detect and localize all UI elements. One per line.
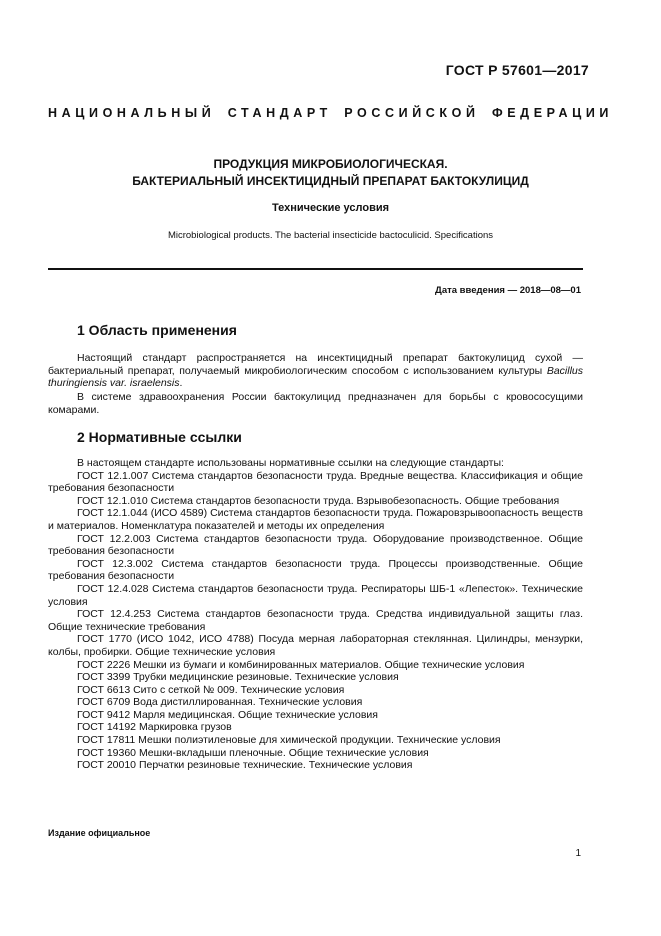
reference-item: ГОСТ 6709 Вода дистиллированная. Технические условия bbox=[77, 696, 363, 709]
reference-item: ГОСТ 12.1.007 Система стандартов безопасности труда. Вредные вещества. Классификация и общие требования безопасности bbox=[48, 469, 583, 495]
reference-item: ГОСТ 12.1.044 (ИСО 4589) Система стандартов безопасности труда. Пожаровзрывоопасность веществ и материалов. Номенклатура показателей и методы их определения bbox=[48, 507, 583, 532]
title-divider bbox=[48, 268, 583, 270]
section-2-heading: 2 Нормативные ссылки bbox=[77, 429, 242, 445]
english-title: Microbiological products. The bacterial insecticide bactoculicid. Specifications bbox=[167, 230, 494, 241]
subtitle: Технические условия bbox=[271, 202, 390, 214]
reference-item: ГОСТ 12.1.010 Система стандартов безопасности труда. Взрывобезопасность. Общие требования bbox=[77, 494, 560, 507]
national-standard-banner: НАЦИОНАЛЬНЫЙ СТАНДАРТ РОССИЙСКОЙ ФЕДЕРАЦИИ bbox=[48, 106, 613, 120]
document-number: ГОСТ Р 57601—2017 bbox=[445, 62, 589, 78]
reference-item: ГОСТ 12.2.003 Система стандартов безопасности труда. Оборудование производственное. Общие требования безопасности bbox=[48, 532, 583, 558]
reference-item: ГОСТ 19360 Мешки-вкладыши пленочные. Общие технические условия bbox=[77, 746, 429, 759]
section-1-heading: 1 Область применения bbox=[77, 322, 237, 338]
section-1-paragraph-2: В системе здравоохранения России бактокулицид предназначен для борьбы с кровососущими комарами. bbox=[48, 391, 583, 416]
title-line-1: ПРОДУКЦИЯ МИКРОБИОЛОГИЧЕСКАЯ. bbox=[213, 157, 448, 171]
reference-item: ГОСТ 17811 Мешки полиэтиленовые для химической продукции. Технические условия bbox=[77, 734, 501, 747]
reference-item: ГОСТ 1770 (ИСО 1042, ИСО 4788) Посуда мерная лабораторная стеклянная. Цилиндры, мензурки, колбы, пробирки. Общие технические условия bbox=[48, 633, 583, 658]
reference-item: ГОСТ 9412 Марля медицинская. Общие технические условия bbox=[77, 708, 378, 721]
official-edition-label: Издание официальное bbox=[48, 828, 151, 838]
references-list bbox=[48, 457, 583, 772]
page-number: 1 bbox=[575, 848, 581, 859]
reference-item: ГОСТ 14192 Маркировка грузов bbox=[77, 721, 232, 734]
reference-item: ГОСТ 3399 Трубки медицинские резиновые. Технические условия bbox=[77, 671, 399, 684]
bacteria-name: Bacillus thuringiensis var. israelensis bbox=[48, 364, 583, 389]
para-text-end: . bbox=[179, 377, 183, 389]
title-line-2: БАКТЕРИАЛЬНЫЙ ИНСЕКТИЦИДНЫЙ ПРЕПАРАТ БАКТОКУЛИЦИД bbox=[132, 174, 529, 188]
reference-item: ГОСТ 20010 Перчатки резиновые технические. Технические условия bbox=[77, 759, 413, 772]
introduction-date: Дата введения — 2018—08—01 bbox=[435, 285, 581, 296]
section-1-paragraph-1 bbox=[48, 352, 583, 390]
reference-item: ГОСТ 2226 Мешки из бумаги и комбинированных материалов. Общие технические условия bbox=[77, 658, 525, 671]
reference-item: ГОСТ 12.4.028 Система стандартов безопасности труда. Респираторы ШБ-1 «Лепесток». Технические условия bbox=[48, 582, 583, 608]
para-text-start: Настоящий стандарт распространяется на инсектицидный препарат бактокулицид сухой — бактериальный препарат, получаемый микробиологическим способом с использованием культуры bbox=[48, 352, 583, 377]
reference-item: ГОСТ 12.4.253 Система стандартов безопасности труда. Средства индивидуальной защиты глаз. Общие технические требования bbox=[48, 608, 583, 633]
reference-item: ГОСТ 12.3.002 Система стандартов безопасности труда. Процессы производственные. Общие требования безопасности bbox=[48, 557, 583, 583]
references-intro: В настоящем стандарте использованы нормативные ссылки на следующие стандарты: bbox=[77, 457, 504, 469]
reference-item: ГОСТ 6613 Сито с сеткой № 009. Технические условия bbox=[77, 683, 345, 696]
